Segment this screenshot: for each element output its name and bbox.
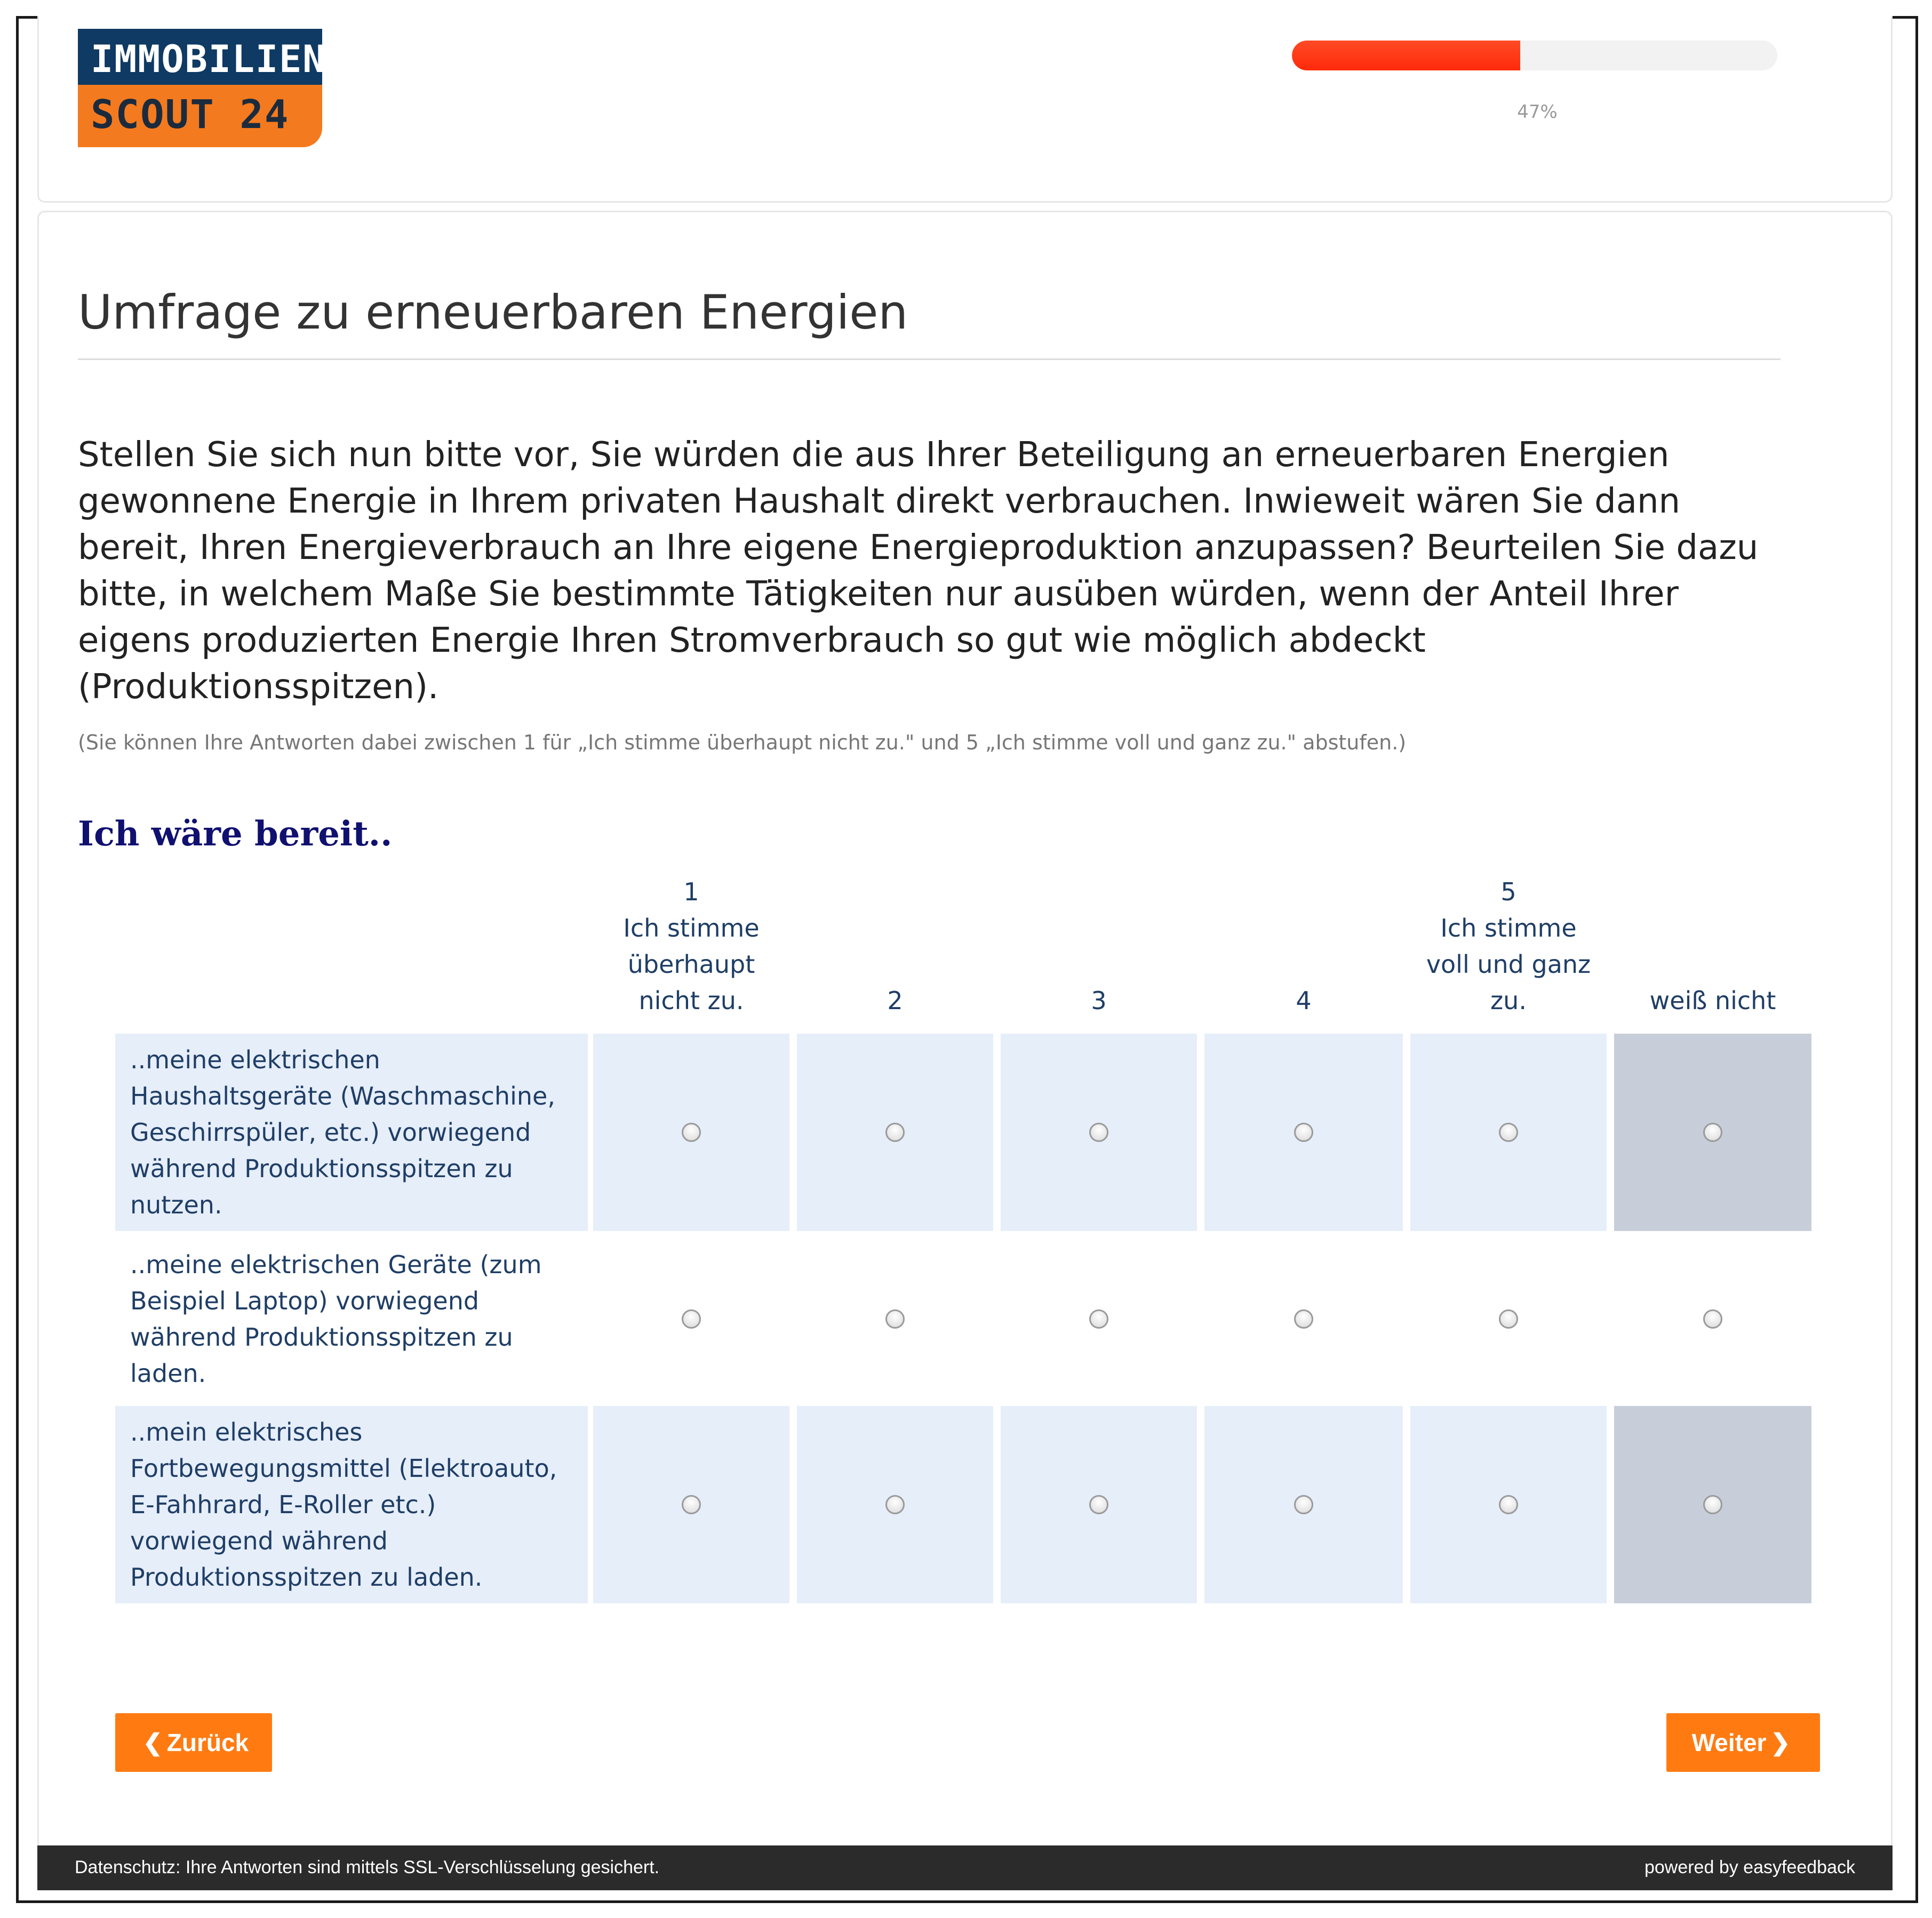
- radio-row2-option1[interactable]: [682, 1309, 701, 1329]
- chevron-left-icon: ❮: [142, 1729, 163, 1756]
- matrix-cell: [1001, 1406, 1197, 1603]
- radio-row1-option4[interactable]: [1294, 1123, 1313, 1142]
- footer-bar: [37, 1845, 1893, 1890]
- matrix-cell: [1410, 1034, 1607, 1231]
- privacy-notice: Datenschutz: Ihre Antworten sind mittels SSL-Verschlüsselung gesichert.: [75, 1857, 660, 1877]
- matrix-row-label: ..meine elektrischen Haushaltsgeräte (Waschmaschine, Geschirrspüler, etc.) vorwiegend während Produktionsspitzen zu nutzen.: [115, 1034, 588, 1231]
- matrix-cell: [1410, 1406, 1607, 1603]
- matrix-cell: [1204, 1034, 1403, 1231]
- matrix-cell: [1204, 1406, 1403, 1603]
- progress-bar: [1292, 41, 1777, 70]
- matrix-cell: [1204, 1236, 1403, 1402]
- matrix-cell: [593, 1236, 789, 1402]
- radio-row1-option1[interactable]: [682, 1123, 701, 1142]
- radio-row3-option2[interactable]: [885, 1495, 905, 1514]
- title-divider: [78, 358, 1781, 360]
- matrix-cell: [593, 1406, 789, 1603]
- matrix-row-label: ..meine elektrischen Geräte (zum Beispiel Laptop) vorwiegend während Produktionsspitzen zu laden.: [130, 1250, 542, 1388]
- question-text: Stellen Sie sich nun bitte vor, Sie würden die aus Ihrer Beteiligung an erneuerbaren Energien gewonnene Energie in Ihrem privaten Haushalt direkt verbrauchen. Inwieweit wären Sie dann bereit, Ihren Energieverbrauch an Ihre eigene Energieproduktion anzupassen? Beurteilen Sie dazu bitte, in welchem Maße Sie bestimmte Tätigkeiten nur ausüben würden, wenn der Anteil Ihrer eigens produzierten Energie Ihren Stromverbrauch so gut wie möglich abdeckt (Produktionsspitzen).: [78, 435, 1759, 707]
- next-button[interactable]: [1666, 1713, 1820, 1772]
- back-button[interactable]: [115, 1713, 272, 1772]
- matrix-cell: [593, 1034, 789, 1231]
- column-header-4: 4: [1296, 986, 1312, 1015]
- matrix-cell: [797, 1236, 993, 1402]
- radio-row3-option4[interactable]: [1294, 1495, 1313, 1514]
- matrix-cell: [1001, 1236, 1197, 1402]
- radio-row3-option1[interactable]: [682, 1495, 701, 1514]
- matrix-cell: [1614, 1034, 1811, 1231]
- logo-text-line2: SCOUT 24: [91, 92, 290, 138]
- radio-row1-option5[interactable]: [1499, 1123, 1518, 1142]
- matrix-cell: [1614, 1406, 1811, 1603]
- radio-row1-dont-know[interactable]: [1703, 1123, 1722, 1142]
- radio-row2-dont-know[interactable]: [1703, 1309, 1722, 1329]
- chevron-right-icon: ❯: [1770, 1729, 1791, 1756]
- radio-row1-option3[interactable]: [1089, 1123, 1108, 1142]
- radio-row2-option4[interactable]: [1294, 1309, 1313, 1329]
- page-title: Umfrage zu erneuerbaren Energien: [78, 285, 908, 340]
- column-header-5: 5 Ich stimme voll und ganz zu.: [1426, 877, 1591, 1015]
- radio-row2-option5[interactable]: [1499, 1309, 1518, 1329]
- progress-bar-fill: [1292, 41, 1520, 70]
- powered-by-link[interactable]: powered by easyfeedback: [1644, 1857, 1855, 1877]
- progress-percent: 47%: [1517, 101, 1558, 123]
- radio-row1-option2[interactable]: [885, 1123, 905, 1142]
- matrix-cell: [797, 1406, 993, 1603]
- matrix-cell: [797, 1034, 993, 1231]
- radio-row2-option2[interactable]: [885, 1309, 905, 1329]
- radio-row2-option3[interactable]: [1089, 1309, 1108, 1329]
- matrix-cell: [1614, 1236, 1811, 1402]
- radio-row3-option3[interactable]: [1089, 1495, 1108, 1514]
- radio-row3-option5[interactable]: [1499, 1495, 1518, 1514]
- matrix-subheading: Ich wäre bereit..: [78, 814, 393, 854]
- column-header-1: 1 Ich stimme überhaupt nicht zu.: [623, 877, 760, 1015]
- matrix-row-label: ..mein elektrisches Fortbewegungsmittel (Elektroauto, E-Fahhrard, E-Roller etc.) vorwiegend während Produktionsspitzen zu laden.: [115, 1406, 588, 1603]
- column-header-3: 3: [1091, 986, 1107, 1015]
- column-header-dont-know: weiß nicht: [1649, 986, 1776, 1015]
- immobilienscout24-logo: [78, 29, 326, 147]
- column-header-2: 2: [887, 986, 903, 1015]
- radio-row3-dont-know[interactable]: [1703, 1495, 1722, 1514]
- logo-text-line1: IMMOBILIEN: [91, 37, 326, 81]
- matrix-cell: [1410, 1236, 1607, 1402]
- next-button-label: Weiter: [1691, 1729, 1767, 1756]
- matrix-cell: [1001, 1034, 1197, 1231]
- back-button-label: Zurück: [166, 1729, 249, 1756]
- question-hint: (Sie können Ihre Antworten dabei zwischen 1 für „Ich stimme überhaupt nicht zu." und 5 „Ich stimme voll und ganz zu." abstufen.): [78, 731, 1407, 754]
